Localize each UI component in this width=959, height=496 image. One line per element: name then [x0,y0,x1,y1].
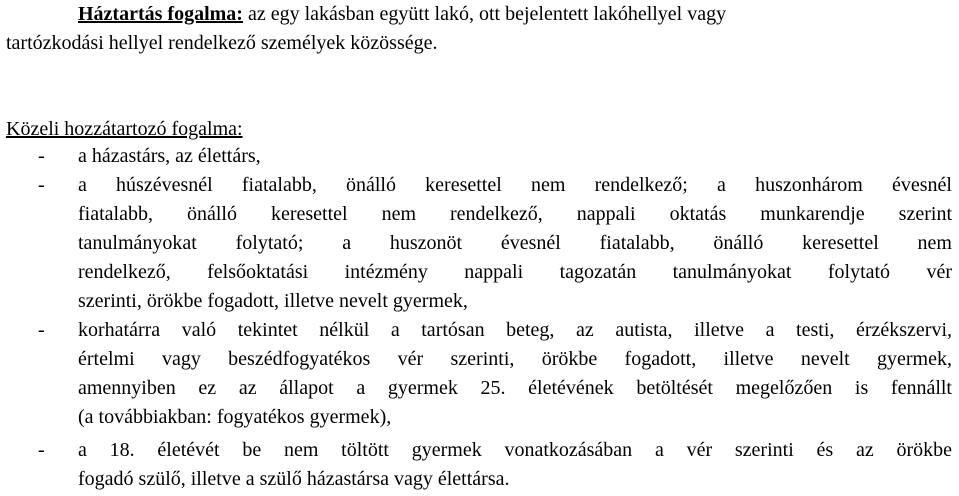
list-item-line: értelmi vagy beszédfogyatékos vér szerinti, örökbe fogadott, illetve nevelt gyermek, [78,348,952,370]
list-dash: - [38,439,45,461]
list-item-line: fiatalabb, önálló keresettel nem rendelkező, nappali oktatás munkarendje szerint [78,203,952,225]
list-item-line: szerinti, örökbe fogadott, illetve nevelt gyermek, [78,290,468,312]
household-term: Háztartás fogalma: [78,3,243,25]
close-relative-heading: Közeli hozzátartozó fogalma: [6,118,243,140]
list-item-line: tanulmányokat folytató; a huszonöt évesnél fiatalabb, önálló keresettel nem [78,232,952,254]
list-dash: - [38,145,45,167]
list-item-line: a házastárs, az élettárs, [78,145,261,167]
list-item-line: a 18. életévét be nem töltött gyermek vonatkozásában a vér szerinti és az örökbe [78,439,952,461]
list-item-line: amennyiben ez az állapot a gyermek 25. életévének betöltését megelőzően is fennállt [78,377,952,399]
household-line-2: tartózkodási hellyel rendelkező személyek közössége. [6,32,438,54]
list-dash: - [38,174,45,196]
list-item-line: fogadó szülő, illetve a szülő házastársa vagy élettársa. [78,468,510,490]
household-text-1: az egy lakásban együtt lakó, ott bejelentett lakóhellyel vagy [242,3,727,25]
list-item-line: korhatárra való tekintet nélkül a tartósan beteg, az autista, illetve a testi, érzékszervi, [78,319,952,341]
list-dash: - [38,319,45,341]
list-item-line: a húszévesnél fiatalabb, önálló keresettel nem rendelkező; a huszonhárom évesnél [78,174,952,196]
list-item-line: (a továbbiakban: fogyatékos gyermek), [78,406,392,428]
household-line-1 [78,1,726,27]
list-item-line: rendelkező, felsőoktatási intézmény nappali tagozatán tanulmányokat folytató vér [78,261,952,283]
